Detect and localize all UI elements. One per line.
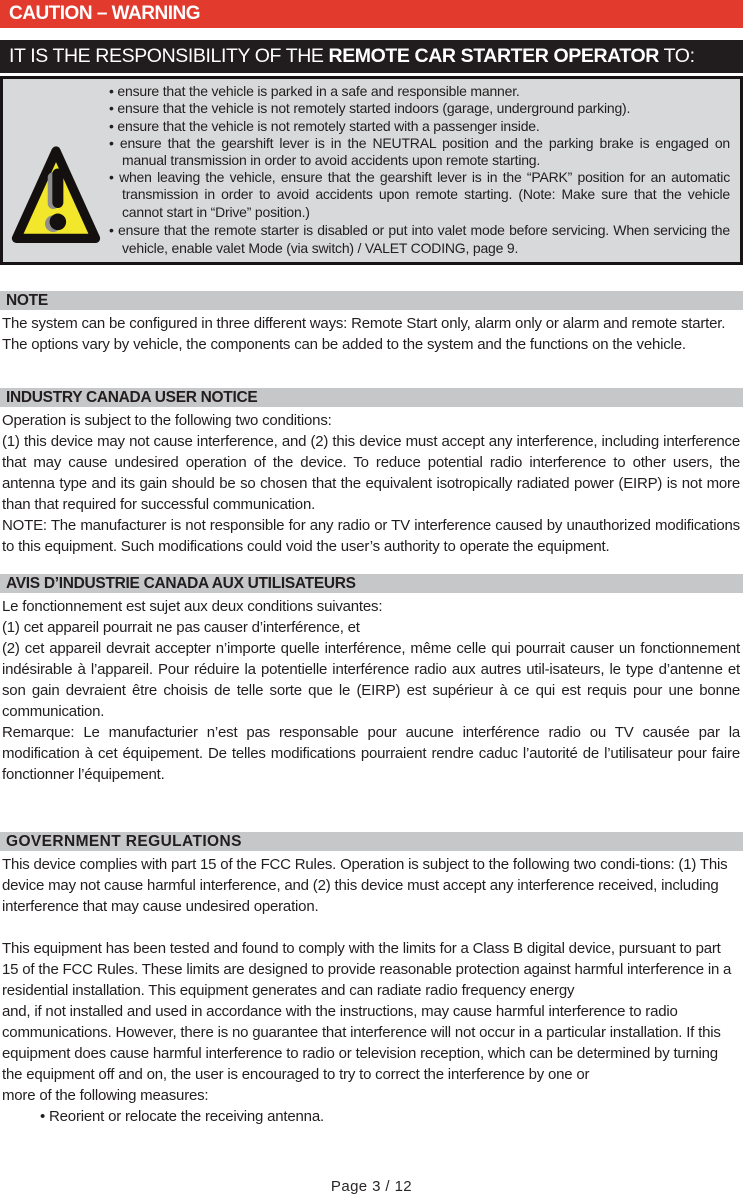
responsibility-banner — [0, 40, 743, 73]
section-industry-canada-header-bar — [0, 388, 743, 407]
paragraph: (2) cet appareil devrait accepter n’importe quelle interférence, même celle qui pourrait causer un fonctionnement indésirable à l’appareil. Pour réduire la potentielle interférence radio aux autres util-isateurs, le type d’antenne et son gain devraient être choisis de telle sorte que le (EIRP) est supérieur à ce qui est requis pour une bonne communication. — [2, 640, 740, 720]
paragraph: The system can be configured in three different ways: Remote Start only, alarm only or alarm and remote starter. — [2, 315, 726, 332]
warning-bullet: • ensure that the remote starter is disabled or put into valet mode before servicing. When servicing the vehicle, enable valet Mode (via switch) / VALET CODING, page 9. — [109, 221, 730, 258]
warning-bullet: • ensure that the vehicle is not remotely started indoors (garage, underground parking). — [109, 100, 730, 117]
section-note-title: NOTE — [6, 291, 48, 309]
paragraph: Operation is subject to the following two conditions: — [2, 412, 332, 429]
paragraph: NOTE: The manufacturer is not responsible for any radio or TV interference caused by unauthorized modifications to this equipment. Such modifications could void the user’s authority to operate the equipment. — [2, 517, 740, 555]
warning-triangle-icon — [3, 138, 109, 256]
paragraph: The options vary by vehicle, the components can be added to the system and the functions on the vehicle. — [2, 336, 686, 353]
section-note-header-bar — [0, 291, 743, 310]
paragraph: and, if not installed and used in accordance with the instructions, may cause harmful interference to radio communications. However, there is no guarantee that interference will not occur in a particular installation. If this equipment does cause harmful interference to radio or television reception, which can be determined by turning the equipment off and on, the user is encouraged to try to correct the interference by one or — [2, 1003, 721, 1083]
government-measures-list — [0, 1106, 743, 1127]
warning-bullet: • ensure that the gearshift lever is in the NEUTRAL position and the parking brake is engaged on manual transmission in order to avoid accidents upon remote starting. — [109, 135, 730, 169]
responsibility-text-suffix: TO: — [658, 45, 695, 67]
paragraph: (1) this device may not cause interference, and (2) this device must accept any interference, including interference that may cause undesired operation of the device. To reduce potential radio interference to other users, the antenna type and its gain should be so chosen that the equivalent isotropically radiated power (EIRP) is not more than that required for successful communication. — [2, 433, 740, 513]
section-government-regulations — [0, 832, 743, 1127]
caution-warning-title: CAUTION – WARNING — [9, 3, 200, 24]
warning-bullet: • when leaving the vehicle, ensure that the gearshift lever is in the “PARK” position for an automatic transmission in order to avoid accidents upon remote starting. (Note: Make sure that the vehicle cannot start in “Drive” position.) — [109, 169, 730, 221]
responsibility-text-prefix: IT IS THE RESPONSIBILITY OF THE — [9, 45, 329, 67]
warning-bullet: • ensure that the vehicle is not remotely started with a passenger inside. — [109, 118, 730, 135]
paragraph: Le fonctionnement est sujet aux deux conditions suivantes: — [2, 598, 383, 615]
section-industry-canada — [0, 388, 743, 557]
section-industry-canada-title: INDUSTRY CANADA USER NOTICE — [6, 388, 258, 406]
paragraph: This device complies with part 15 of the FCC Rules. Operation is subject to the following two condi-tions: (1) This device may not cause harmful interference, and (2) this device must accept any interference received, including interference that may cause undesired operation. — [2, 856, 728, 915]
page-indicator: Page 3 / 12 — [330, 1178, 413, 1195]
section-government-title: GOVERNMENT REGULATIONS — [6, 832, 242, 850]
responsibility-text-emphasis: REMOTE CAR STARTER OPERATOR — [328, 45, 659, 67]
section-avis-industrie-canada — [0, 574, 743, 785]
paragraph: This equipment has been tested and found to comply with the limits for a Class B digital device, pursuant to part 15 of the FCC Rules. These limits are designed to provide reasonable protection against harmful interference in a residential installation. This equipment generates and can radiate radio frequency energy — [2, 940, 732, 999]
paragraph: (1) cet appareil pourrait ne pas causer d’interférence, et — [2, 619, 360, 636]
paragraph: Remarque: Le manufacturier n’est pas responsable pour aucune interférence radio ou TV causée par la modification à cet équipement. De telles modifications pourraient rendre caduc l’autorité de l’utilisateur pour faire fonctionner l’équipement. — [2, 724, 740, 783]
warning-box — [0, 76, 743, 265]
warning-bullet-list — [109, 81, 740, 260]
caution-warning-banner — [0, 0, 743, 28]
paragraph: more of the following measures: — [2, 1087, 209, 1104]
government-measure-bullet: • Reorient or relocate the receiving antenna. — [40, 1106, 740, 1127]
section-avis-title: AVIS D’INDUSTRIE CANADA AUX UTILISATEURS — [6, 574, 356, 592]
section-government-header-bar — [0, 832, 743, 851]
section-note — [0, 291, 743, 355]
warning-bullet: • ensure that the vehicle is parked in a safe and responsible manner. — [109, 83, 730, 100]
section-avis-header-bar — [0, 574, 743, 593]
